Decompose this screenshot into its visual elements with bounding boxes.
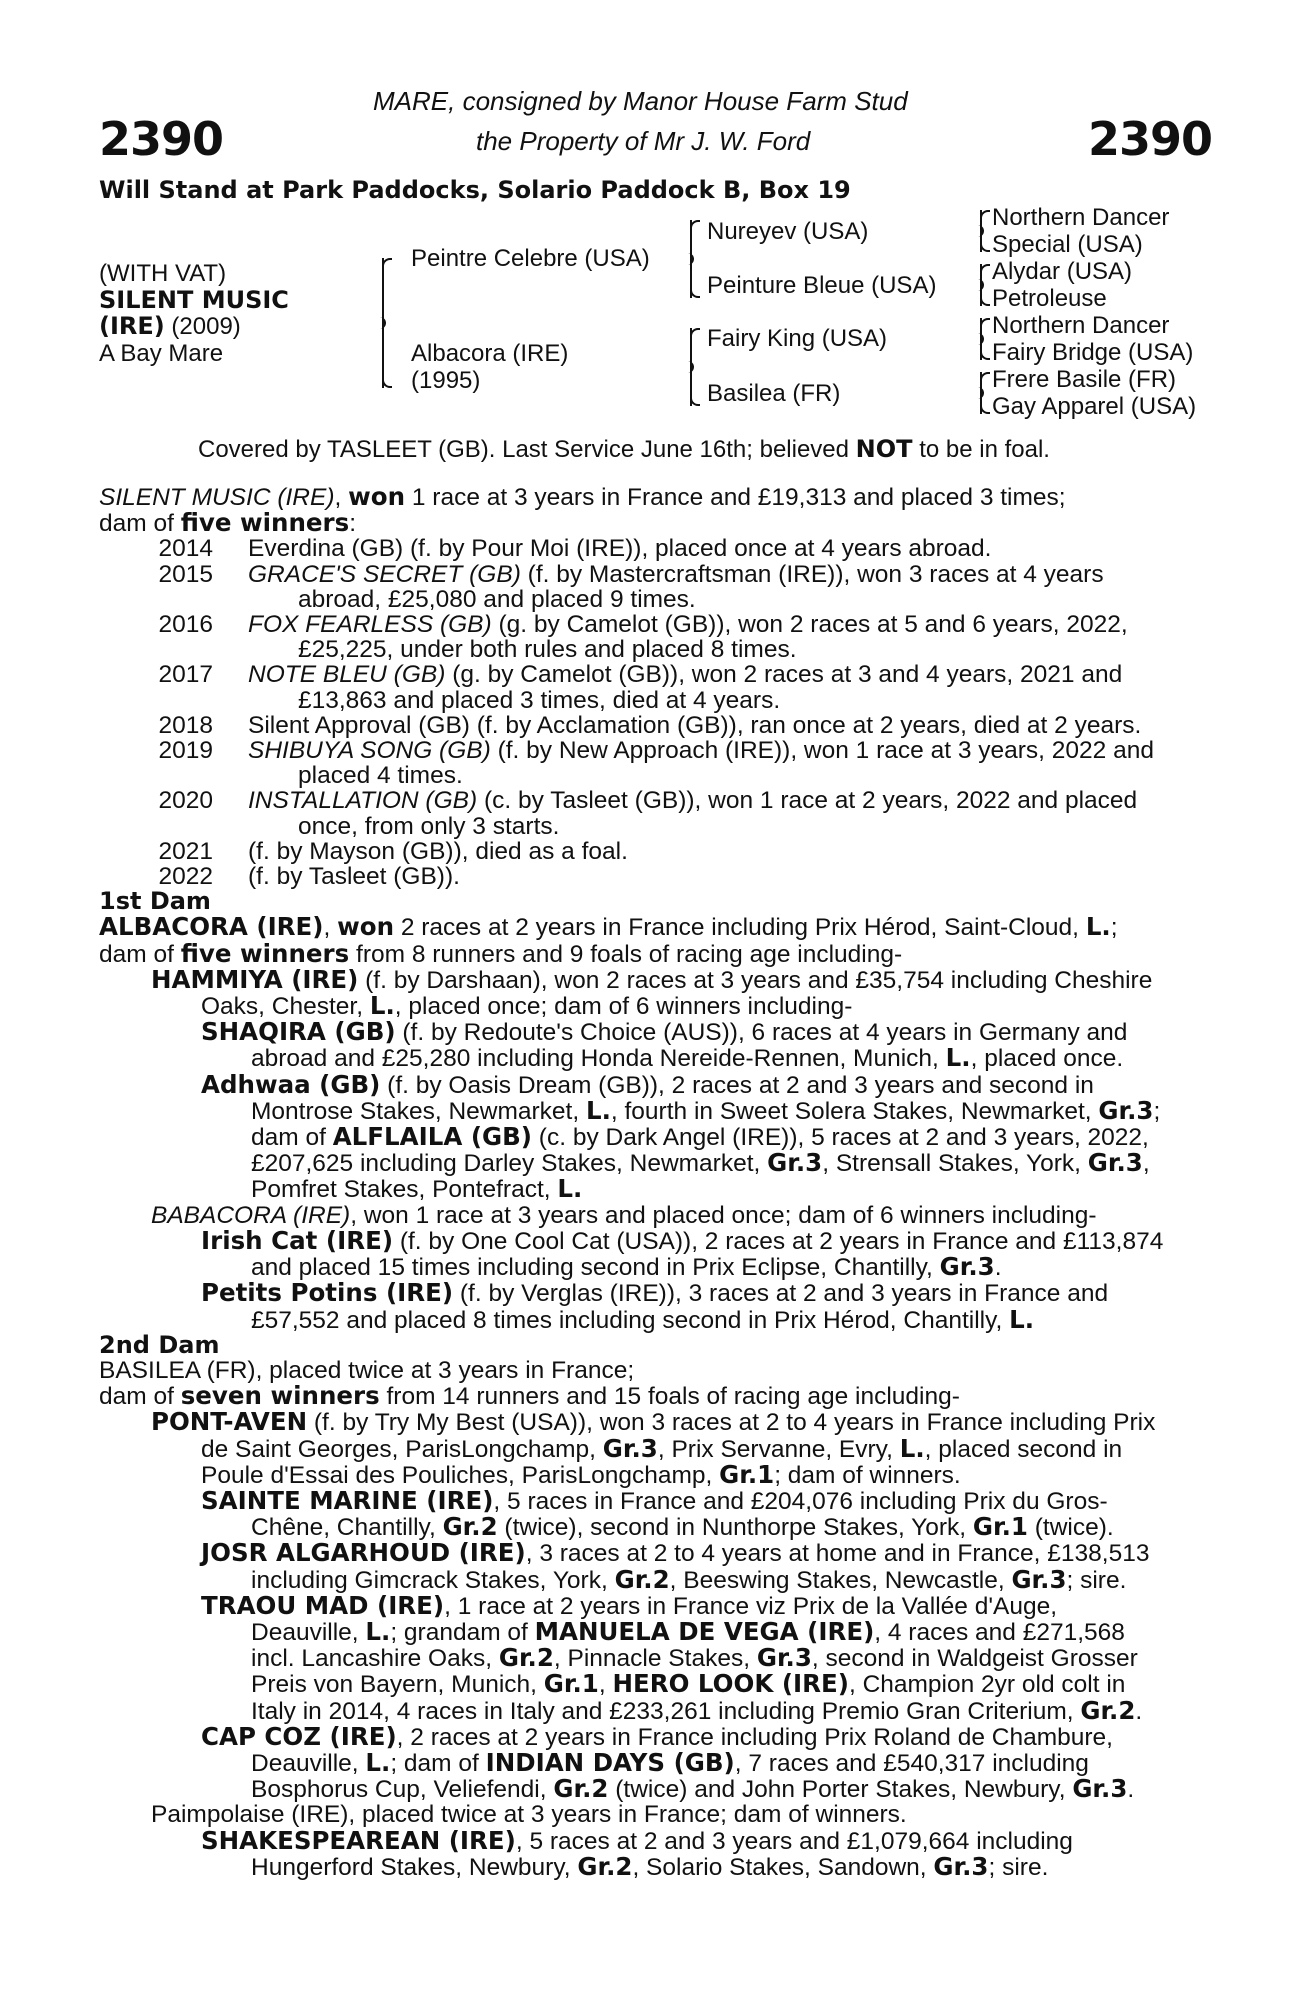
pedigree-ddd: Gay Apparel (USA) [992,393,1197,420]
produce-text [213,562,1104,612]
brace-ds [980,318,982,360]
produce-year: 2018 [158,711,213,739]
shakespearean-entry: SHAKESPEAREAN (IRE), 5 races at 2 and 3 years and £1,079,664 including Hungerford Stakes, Newbury, Gr.2, Solario Stakes, Sandown, Gr.3; sire. [201,1825,1073,1881]
produce-text [213,839,628,864]
produce-detail: (f. by Acclamation (GB)), ran once at 2 years, died at 2 years. [469,711,1142,739]
produce-text [213,788,1137,838]
produce-horse-name: Everdina (GB) [248,535,404,563]
produce-detail: (c. by Tasleet (GB)), won 1 race at 2 years, 2022 and placed [477,787,1138,815]
consignor-line1: MARE, consigned by Manor House Farm Stud [373,86,908,116]
josr-entry: JOSR ALGARHOUD (IRE), 3 races at 2 to 4 years at home and in France, £138,513 including Gimcrack Stakes, York, Gr.2, Beeswing Stakes, Newcastle, Gr.3; sire. [201,1538,1150,1594]
vat-note: (WITH VAT) [99,260,227,287]
produce-detail-cont: placed 4 times. [298,762,463,790]
petits-entry: Petits Potins (IRE) (f. by Verglas (IRE)), 3 races at 2 and 3 years in France and £57,552 and placed 8 times including second in Prix Hérod, Chantilly, L. [201,1278,1109,1334]
produce-text [213,864,460,889]
produce-horse-name: FOX FEARLESS (GB) [248,611,492,639]
lot-number-left: 2390 [99,112,224,166]
produce-year: 2014 [158,535,213,563]
babacora-entry: BABACORA (IRE), won 1 race at 3 years and placed once; dam of 6 winners including- [151,1201,1097,1229]
brace-sire [690,220,692,298]
produce-text [213,662,1122,712]
dam2-line2: dam of seven winners from 14 runners and 15 foals of racing age including- [99,1381,960,1411]
dam1-line1: ALBACORA (IRE), won 2 races at 2 years in France including Prix Hérod, Saint-Cloud, L.; [99,912,1118,942]
produce-detail: (f. by Pour Moi (IRE)), placed once at 4 years abroad. [403,535,992,563]
produce-year: 2017 [158,661,213,689]
produce-horse-name: SHIBUYA SONG (GB) [248,737,491,765]
dam2-heading: 2nd Dam [99,1330,220,1359]
consignor-line2: the Property of Mr J. W. Ford [476,126,811,156]
pedigree-sdd: Petroleuse [992,285,1107,312]
lot-number-right: 2390 [1088,112,1213,166]
brace-dam [690,328,692,406]
produce-intro: SILENT MUSIC (IRE), won 1 race at 3 years in France and £19,313 and placed 3 times; [99,482,1066,511]
produce-dam-of: dam of five winners: [99,508,357,538]
traou-entry: TRAOU MAD (IRE), 1 race at 2 years in France viz Prix de la Vallée d'Auge, Deauville, L.; grandam of MANUELA DE VEGA (IRE), 4 races and £271,568 incl. Lancashire Oaks, Gr.2, Pinnacle Stakes, Gr.3, second in Waldgeist Grosser Preis von Bayern, Munich, Gr.1, HERO LOOK (IRE), Champion 2yr old colt in Italy in 2014, 4 races in Italy and £233,261 including Premio Gran Criterium, Gr.2. [201,1590,1143,1725]
adhwaa-entry: Adhwaa (GB) (f. by Oasis Dream (GB)), 2 races at 2 and 3 years and second in Montrose Stakes, Newmarket, L., fourth in Sweet Solera Stakes, Newmarket, Gr.3; dam of ALFLAILA (GB) (c. by Dark Angel (IRE)), 5 races at 2 and 3 years, 2022, £207,625 including Darley Stakes, Newmarket, Gr.3, Strensall Stakes, York, Gr.3, Pomfret Stakes, Pontefract, L. [201,1069,1161,1204]
pedigree-sds: Alydar (USA) [992,258,1133,285]
pedigree-ds: Fairy King (USA) [707,325,888,352]
pedigree-ssd: Special (USA) [992,231,1143,258]
irishcat-entry: Irish Cat (IRE) (f. by One Cool Cat (USA)), 2 races at 2 years in France and £113,874 and placed 15 times including second in Prix Eclipse, Chantilly, Gr.3. [201,1225,1164,1282]
produce-detail: (f. by Mayson (GB)), died as a foal. [248,837,628,865]
pedigree-dd: Basilea (FR) [707,380,841,407]
pedigree-sd: Peinture Bleue (USA) [707,272,937,299]
horse-name-line2: (IRE) (2009) [99,312,241,340]
dam1-heading: 1st Dam [99,887,211,916]
produce-row [99,788,1207,838]
produce-detail: (g. by Camelot (GB)), won 2 races at 3 and 4 years, 2021 and [445,661,1123,689]
pontaven-entry: PONT-AVEN (f. by Try My Best (USA)), won 3 races at 2 to 4 years in France including Prix de Saint Georges, ParisLongchamp, Gr.3, Prix Servanne, Evry, L., placed second in Poule d'Essai des Pouliches, ParisLongchamp, Gr.1; dam of winners. [151,1407,1156,1489]
produce-detail: (f. by Tasleet (GB)). [248,863,460,891]
hammiya-entry: HAMMIYA (IRE) (f. by Darshaan), won 2 races at 3 years and £35,754 including Cheshire Oaks, Chester, L., placed once; dam of 6 winners including- [151,964,1153,1021]
produce-detail-cont: £13,863 and placed 3 times, died at 4 years. [298,686,781,714]
shaqira-entry: SHAQIRA (GB) (f. by Redoute's Choice (AUS)), 6 races at 4 years in Germany and abroad and £25,280 including Honda Nereide-Rennen, Munich, L., placed once. [201,1017,1128,1073]
produce-row [99,864,1207,889]
covered-note: Covered by TASLEET (GB). Last Service June 16th; believed NOT to be in foal. [198,435,1050,463]
sainte-entry: SAINTE MARINE (IRE), 5 races in France and £204,076 including Prix du Gros- Chêne, Chantilly, Gr.2 (twice), second in Nunthorpe Stakes, York, Gr.1 (twice). [201,1485,1114,1542]
brace-dd [980,372,982,414]
produce-year: 2022 [158,863,213,891]
pedigree-dam: Albacora (IRE) [411,340,569,367]
produce-row [99,562,1207,612]
horse-description: A Bay Mare [99,340,224,367]
produce-horse-name: NOTE BLEU (GB) [248,661,446,689]
produce-row [99,839,1207,864]
pedigree-dsd: Fairy Bridge (USA) [992,339,1194,366]
produce-year: 2019 [158,737,213,765]
pedigree-dds: Frere Basile (FR) [992,366,1177,393]
pedigree-ss: Nureyev (USA) [707,218,869,245]
produce-row [99,662,1207,712]
pedigree-dss: Northern Dancer [992,312,1170,339]
catalogue-body [99,484,1207,1880]
produce-text [213,713,1141,738]
brace-gen1 [382,258,384,388]
paimpolaise-entry: Paimpolaise (IRE), placed twice at 3 years in France; dam of winners. [151,1801,907,1829]
dam2-line1: BASILEA (FR), placed twice at 3 years in France; [99,1356,635,1384]
produce-row [99,612,1207,662]
produce-horse-name: Silent Approval (GB) [248,711,470,739]
capcoz-entry: CAP COZ (IRE), 2 races at 2 years in France including Prix Roland de Chambure, Deauville, L.; dam of INDIAN DAYS (GB), 7 races and £540,317 including Bosphorus Cup, Veliefendi, Gr.2 (twice) and John Porter Stakes, Newbury, Gr.3. [201,1721,1135,1804]
stall-location: Will Stand at Park Paddocks, Solario Paddock B, Box 19 [99,176,851,204]
produce-row [99,713,1207,738]
produce-detail-cont: abroad, £25,080 and placed 9 times. [298,585,696,613]
produce-horse-name: GRACE'S SECRET (GB) [248,560,521,588]
produce-year: 2020 [158,787,213,815]
dam1-line2: dam of five winners from 8 runners and 9 foals of racing age including- [99,938,903,968]
brace-sd [980,264,982,306]
pedigree-sss: Northern Dancer [992,204,1170,231]
produce-year: 2015 [158,560,213,588]
produce-year: 2016 [158,611,213,639]
produce-text [213,612,1128,662]
produce-year: 2021 [158,837,213,865]
produce-text [213,536,991,561]
produce-horse-name: INSTALLATION (GB) [248,787,478,815]
produce-row [99,738,1207,788]
produce-text [213,738,1154,788]
produce-list [99,536,1207,889]
produce-detail-cont: £25,225, under both rules and placed 8 times. [298,636,797,664]
pedigree-dam-year: (1995) [411,367,481,394]
pedigree-sire: Peintre Celebre (USA) [411,245,650,272]
horse-name: SILENT MUSIC [99,286,289,314]
produce-detail: (g. by Camelot (GB)), won 2 races at 5 and 6 years, 2022, [491,611,1128,639]
produce-row [99,536,1207,561]
produce-detail-cont: once, from only 3 starts. [298,812,560,840]
produce-detail: (f. by Mastercraftsman (IRE)), won 3 races at 4 years [520,560,1104,588]
brace-ss [980,210,982,252]
produce-detail: (f. by New Approach (IRE)), won 1 race at 3 years, 2022 and [490,737,1154,765]
